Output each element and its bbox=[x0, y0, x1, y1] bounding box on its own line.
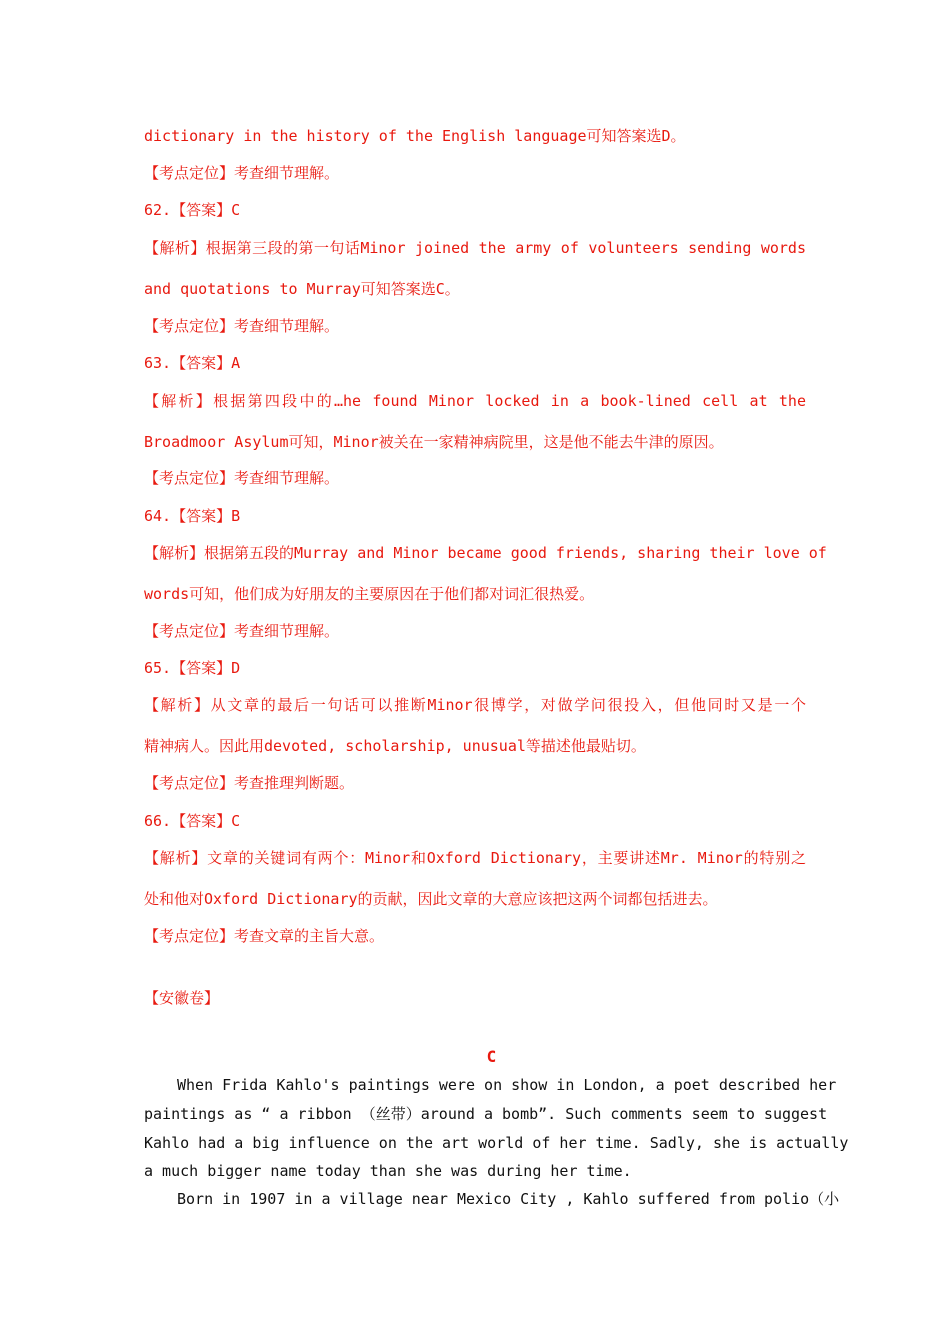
explanation-66-line-2: 处和他对Oxford Dictionary的贡献，因此文章的大意应该把这两个词都包括进去。 bbox=[144, 890, 718, 908]
explanation-62-line-1: 【解析】根据第三段的第一句话Minor joined the army of volunteers sending words bbox=[144, 239, 806, 257]
exam-point-65: 【考点定位】考查推理判断题。 bbox=[144, 774, 355, 792]
explanation-65-line-1: 【解析】从文章的最后一句话可以推断Minor很博学，对做学问很投入，但他同时又是一个 bbox=[144, 696, 806, 714]
explanation-65-line-2: 精神病人。因此用devoted, scholarship, unusual等描述他最贴切。 bbox=[144, 737, 646, 755]
explanation-63-line-1: 【解析】根据第四段中的…he found Minor locked in a book-lined cell at the bbox=[144, 392, 806, 410]
section-label: 【安徽卷】 bbox=[144, 989, 220, 1007]
passage-line: Kahlo had a big influence on the art world of her time. Sadly, she is actually bbox=[144, 1134, 849, 1152]
answer-62: 62.【答案】C bbox=[144, 201, 241, 219]
passage-line: a much bigger name today than she was during her time. bbox=[144, 1162, 632, 1180]
answer-64: 64.【答案】B bbox=[144, 507, 241, 525]
explanation-66-line-1: 【解析】文章的关键词有两个：Minor和Oxford Dictionary，主要讲述Mr. Minor的特别之 bbox=[144, 849, 806, 867]
explanation-line: dictionary in the history of the English language可知答案选D。 bbox=[144, 127, 686, 145]
passage-heading: C bbox=[486, 1047, 497, 1066]
explanation-64-line-1: 【解析】根据第五段的Murray and Minor became good friends, sharing their love of bbox=[144, 544, 827, 562]
answer-65: 65.【答案】D bbox=[144, 659, 241, 677]
explanation-63-line-2: Broadmoor Asylum可知，Minor被关在一家精神病院里，这是他不能去牛津的原因。 bbox=[144, 433, 724, 451]
exam-point-62: 【考点定位】考查细节理解。 bbox=[144, 317, 340, 335]
exam-point-66: 【考点定位】考查文章的主旨大意。 bbox=[144, 927, 385, 945]
passage-line: paintings as “ a ribbon （丝带）around a bomb”. Such comments seem to suggest bbox=[144, 1105, 828, 1123]
passage-line: When Frida Kahlo's paintings were on show in London, a poet described her bbox=[177, 1076, 837, 1094]
explanation-62-line-2: and quotations to Murray可知答案选C。 bbox=[144, 280, 460, 298]
answer-63: 63.【答案】A bbox=[144, 354, 241, 372]
answer-66: 66.【答案】C bbox=[144, 812, 241, 830]
exam-point-63: 【考点定位】考查细节理解。 bbox=[144, 469, 340, 487]
exam-point-64: 【考点定位】考查细节理解。 bbox=[144, 622, 340, 640]
passage-line: Born in 1907 in a village near Mexico City , Kahlo suffered from polio（小 bbox=[177, 1190, 840, 1208]
explanation-64-line-2: words可知，他们成为好朋友的主要原因在于他们都对词汇很热爱。 bbox=[144, 585, 595, 603]
exam-point-line: 【考点定位】考查细节理解。 bbox=[144, 164, 340, 182]
